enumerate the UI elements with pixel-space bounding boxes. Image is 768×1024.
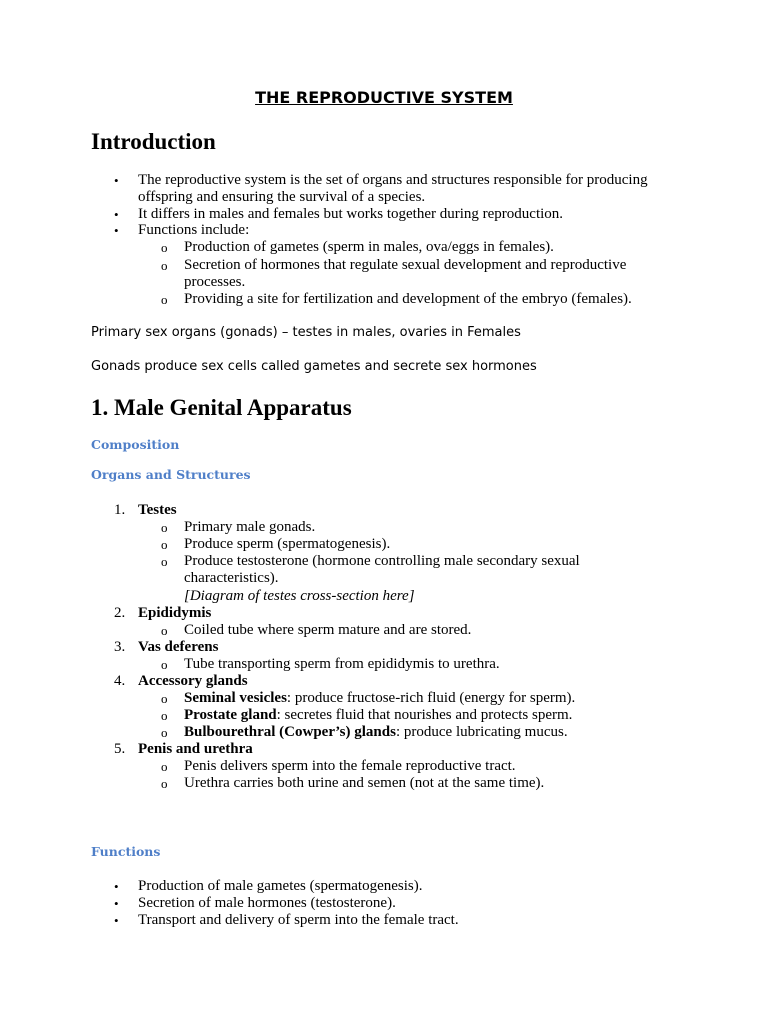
document-title: THE REPRODUCTIVE SYSTEM xyxy=(255,88,513,107)
sub-bullet-glyph: o xyxy=(161,537,168,552)
sub-bullet-glyph: o xyxy=(161,292,168,307)
testes-sub-3-line-1: Produce testosterone (hormone controlling male secondary sexual xyxy=(184,553,580,569)
testes-sub-1: Primary male gonads. xyxy=(184,519,316,535)
bullet-glyph: • xyxy=(114,207,119,222)
sub-bullet-glyph: o xyxy=(161,554,168,569)
testes-sub-3-line-2: characteristics). xyxy=(184,570,279,586)
sub-bullet-glyph: o xyxy=(161,776,168,791)
testes-sub-2: Produce sperm (spermatogenesis). xyxy=(184,536,391,552)
penis-urethra-sub-1: Penis delivers sperm into the female reproductive tract. xyxy=(184,758,516,774)
item-penis-urethra-name: Penis and urethra xyxy=(138,741,253,757)
sub-bullet-glyph: o xyxy=(161,691,168,706)
accessory-sub-2: Prostate gland: secretes fluid that nourishes and protects sperm. xyxy=(184,707,573,723)
sub-bullet-glyph: o xyxy=(161,725,168,740)
sub-bullet-glyph: o xyxy=(161,759,168,774)
intro-bullet-3: Functions include: xyxy=(138,222,250,238)
male-heading: 1. Male Genital Apparatus xyxy=(91,395,352,420)
epididymis-sub-1: Coiled tube where sperm mature and are stored. xyxy=(184,622,472,638)
sub-bullet-glyph: o xyxy=(161,708,168,723)
list-number: 5. xyxy=(114,741,126,757)
intro-bullet-2: It differs in males and females but works together during reproduction. xyxy=(138,206,564,222)
bullet-glyph: • xyxy=(114,896,119,911)
list-number: 2. xyxy=(114,605,126,621)
intro-sub-bullet-2-line-2: processes. xyxy=(184,274,246,290)
bullet-glyph: • xyxy=(114,173,119,188)
composition-subheading: Composition xyxy=(91,437,180,452)
accessory-sub-3: Bulbourethral (Cowper’s) glands: produce lubricating mucus. xyxy=(184,724,568,740)
sub-bullet-glyph: o xyxy=(161,520,168,535)
function-item-2: Secretion of male hormones (testosterone). xyxy=(138,895,396,911)
item-accessory-glands-name: Accessory glands xyxy=(138,673,248,689)
function-item-1: Production of male gametes (spermatogenesis). xyxy=(138,878,423,894)
intro-heading: Introduction xyxy=(91,129,216,154)
functions-subheading: Functions xyxy=(91,844,161,859)
list-number: 3. xyxy=(114,639,126,655)
intro-bullet-1-line-1: The reproductive system is the set of organs and structures responsible for producing xyxy=(138,172,648,188)
bullet-glyph: • xyxy=(114,879,119,894)
item-epididymis-name: Epididymis xyxy=(138,605,212,621)
intro-paragraph-1: Primary sex organs (gonads) – testes in males, ovaries in Females xyxy=(91,325,521,340)
intro-paragraph-2: Gonads produce sex cells called gametes and secrete sex hormones xyxy=(91,359,537,374)
list-number: 1. xyxy=(114,502,126,518)
accessory-sub-1: Seminal vesicles: produce fructose-rich fluid (energy for sperm). xyxy=(184,690,576,706)
function-item-3: Transport and delivery of sperm into the female tract. xyxy=(138,912,459,928)
sub-bullet-glyph: o xyxy=(161,258,168,273)
sub-bullet-glyph: o xyxy=(161,657,168,672)
vas-deferens-sub-1: Tube transporting sperm from epididymis to urethra. xyxy=(184,656,500,672)
penis-urethra-sub-2: Urethra carries both urine and semen (not at the same time). xyxy=(184,775,545,791)
sub-bullet-glyph: o xyxy=(161,623,168,638)
organs-subheading: Organs and Structures xyxy=(91,467,251,482)
intro-sub-bullet-1: Production of gametes (sperm in males, ova/eggs in females). xyxy=(184,239,554,255)
intro-sub-bullet-2-line-1: Secretion of hormones that regulate sexual development and reproductive xyxy=(184,257,627,273)
intro-bullet-1-line-2: offspring and ensuring the survival of a species. xyxy=(138,189,426,205)
bullet-glyph: • xyxy=(114,913,119,928)
testes-diagram-note: [Diagram of testes cross-section here] xyxy=(184,588,415,604)
list-number: 4. xyxy=(114,673,126,689)
sub-bullet-glyph: o xyxy=(161,240,168,255)
intro-sub-bullet-3: Providing a site for fertilization and development of the embryo (females). xyxy=(184,291,632,307)
item-vas-deferens-name: Vas deferens xyxy=(138,639,219,655)
item-testes-name: Testes xyxy=(138,502,177,518)
bullet-glyph: • xyxy=(114,223,119,238)
